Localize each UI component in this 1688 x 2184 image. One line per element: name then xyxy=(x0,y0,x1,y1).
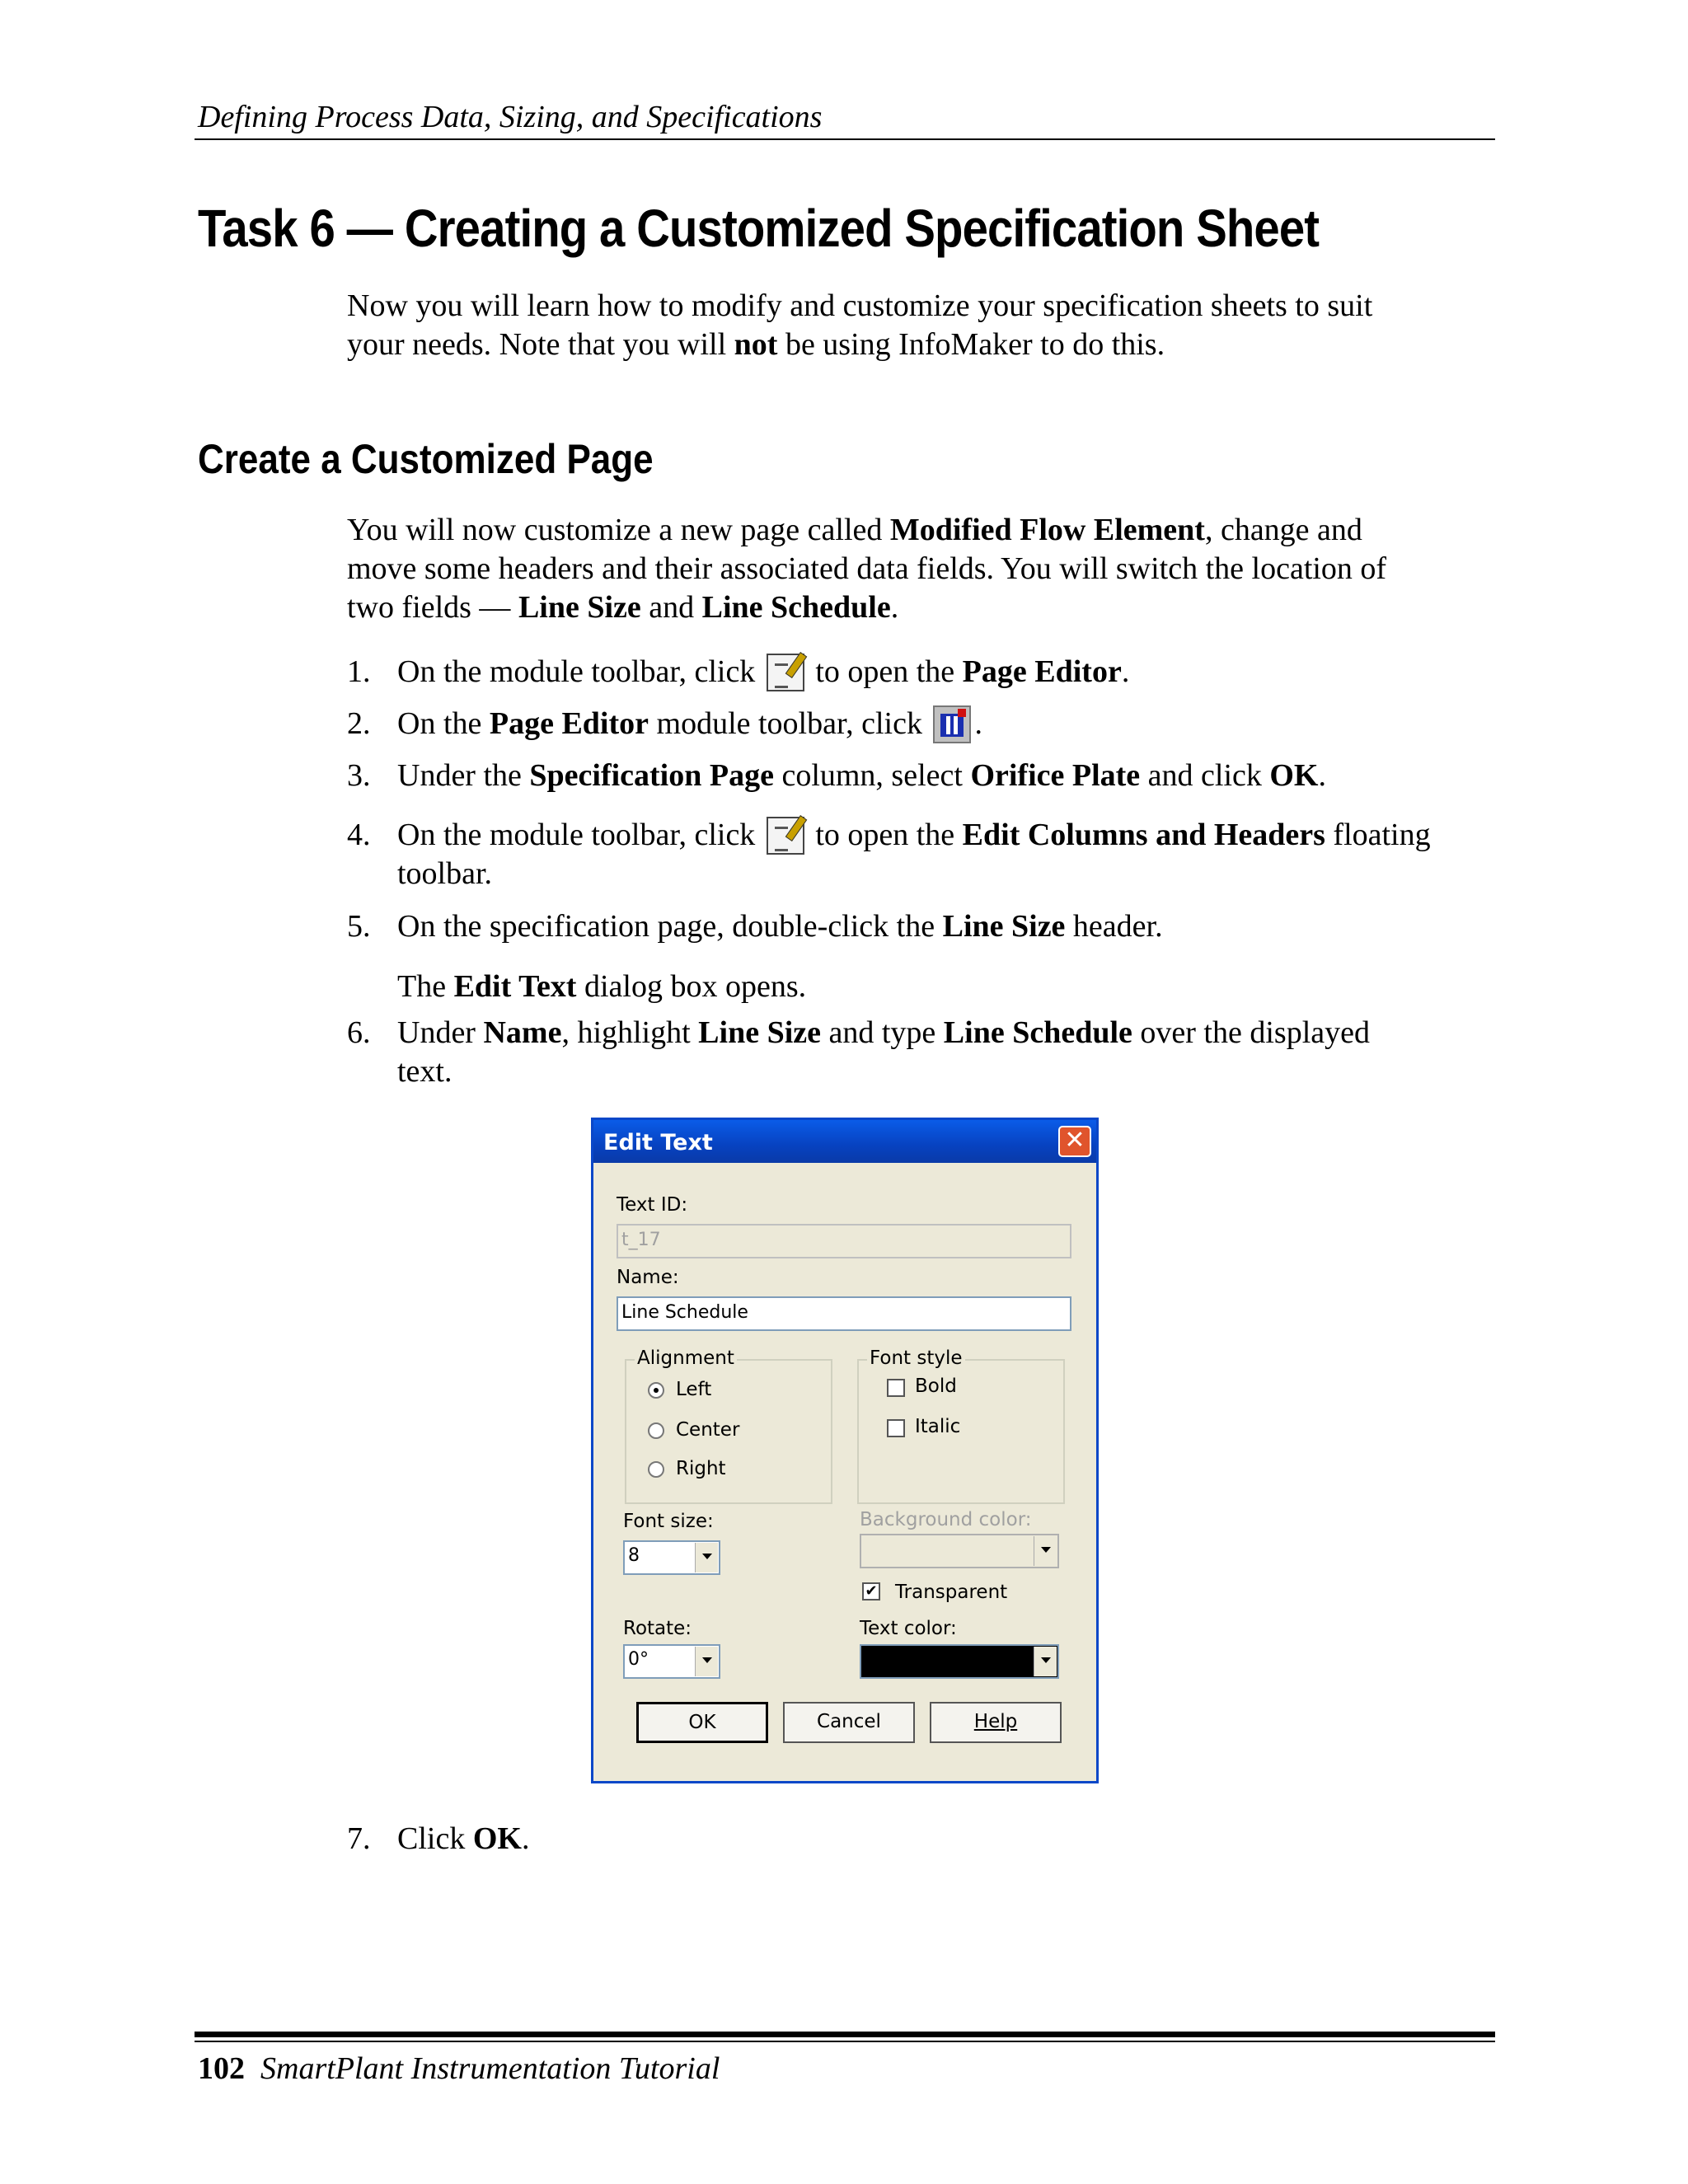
name-label: Name: xyxy=(617,1267,679,1288)
text: dialog box opens. xyxy=(576,969,807,1004)
bold-text: Line Schedule xyxy=(701,590,891,625)
bold-label[interactable]: Bold xyxy=(915,1376,957,1397)
intro-line-1: Now you will learn how to modify and customize your specification sheets to suit xyxy=(347,288,1373,323)
edit-columns-icon xyxy=(767,817,804,855)
page-number: 102 xyxy=(198,2051,245,2086)
step-text xyxy=(397,816,1431,855)
text-color-label: Text color: xyxy=(860,1618,957,1639)
text: to open the xyxy=(807,654,963,689)
background-color-combo xyxy=(860,1534,1059,1568)
chevron-down-icon xyxy=(1034,1536,1057,1566)
step-number: 7. xyxy=(347,1821,371,1856)
chevron-down-icon[interactable] xyxy=(695,1647,718,1676)
step-text xyxy=(397,1820,529,1858)
section-line-2: move some headers and their associated data fields. You will switch the location of xyxy=(347,551,1387,586)
step-text xyxy=(397,907,1163,946)
footer xyxy=(198,2050,720,2087)
chevron-down-icon[interactable] xyxy=(1034,1647,1057,1676)
bold-text: OK xyxy=(1269,758,1319,793)
text: and type xyxy=(821,1015,944,1050)
text: floating xyxy=(1325,818,1431,852)
close-icon[interactable]: ✕ xyxy=(1058,1126,1091,1157)
bold-text: Line Schedule xyxy=(943,1015,1132,1050)
align-center-label[interactable]: Center xyxy=(676,1419,740,1441)
text: module toolbar, click xyxy=(649,706,931,741)
text: The xyxy=(397,969,454,1004)
step-number: 3. xyxy=(347,758,371,793)
step-text xyxy=(397,653,1129,691)
font-style-group xyxy=(857,1347,1065,1504)
bold-text: Edit Columns and Headers xyxy=(962,818,1325,852)
ok-button[interactable]: OK xyxy=(636,1702,768,1743)
chevron-down-icon[interactable] xyxy=(695,1543,718,1572)
text: , highlight xyxy=(561,1015,699,1050)
footer-rule-thin xyxy=(195,2041,1495,2042)
italic-label[interactable]: Italic xyxy=(915,1416,961,1437)
text-id-field: t_17 xyxy=(617,1224,1071,1258)
section-paragraph xyxy=(347,511,1386,627)
bold-text: not xyxy=(734,327,778,362)
task-heading: Task 6 — Creating a Customized Specification Sheet xyxy=(198,199,1320,258)
section-line-3 xyxy=(347,588,1386,627)
dialog-title: Edit Text xyxy=(603,1130,713,1155)
text: and click xyxy=(1140,758,1270,793)
text: . xyxy=(974,706,982,741)
bold-text: Name xyxy=(483,1015,562,1050)
font-size-value: 8 xyxy=(628,1545,640,1566)
bold-text: Page Editor xyxy=(962,654,1122,689)
text: and xyxy=(640,590,702,625)
bold-text: Orifice Plate xyxy=(970,758,1141,793)
transparent-label[interactable]: Transparent xyxy=(895,1582,1008,1603)
text: On the specification page, double-click the xyxy=(397,909,943,944)
italic-checkbox[interactable] xyxy=(887,1419,905,1437)
running-header: Defining Process Data, Sizing, and Specifications xyxy=(198,100,823,134)
align-left-radio[interactable] xyxy=(648,1382,664,1399)
text: . xyxy=(521,1821,530,1856)
align-left-label[interactable]: Left xyxy=(676,1379,712,1400)
text: be using InfoMaker to do this. xyxy=(777,327,1165,362)
text: Click xyxy=(397,1821,473,1856)
step-text xyxy=(397,757,1326,795)
footer-rule xyxy=(195,2032,1495,2037)
alignment-group xyxy=(625,1347,832,1504)
header-rule xyxy=(195,138,1495,140)
step-number: 5. xyxy=(347,909,371,944)
text: . xyxy=(1318,758,1326,793)
edit-text-dialog xyxy=(591,1118,1099,1783)
step-number: 1. xyxy=(347,654,371,689)
bold-text: OK xyxy=(472,1821,522,1856)
text: header. xyxy=(1065,909,1163,944)
step-number: 4. xyxy=(347,818,371,852)
intro-line-2 xyxy=(347,326,1372,364)
text: On the xyxy=(397,706,490,741)
help-button[interactable]: Help xyxy=(930,1702,1062,1743)
font-size-combo[interactable] xyxy=(623,1540,720,1575)
rotate-combo[interactable] xyxy=(623,1644,720,1679)
text: your needs. Note that you will xyxy=(347,327,734,362)
bold-text: Line Size xyxy=(698,1015,821,1050)
text: . xyxy=(890,590,899,625)
font-size-label: Font size: xyxy=(623,1511,714,1532)
step-text-line-2: toolbar. xyxy=(397,856,493,891)
rotate-value: 0° xyxy=(628,1649,649,1670)
bold-text: Line Size xyxy=(942,909,1066,944)
page-editor-icon xyxy=(933,705,971,743)
align-right-label[interactable]: Right xyxy=(676,1458,726,1479)
text: Under xyxy=(397,1015,484,1050)
rotate-label: Rotate: xyxy=(623,1618,692,1639)
transparent-checkbox[interactable]: ✔ xyxy=(862,1582,880,1601)
bold-text: Line Size xyxy=(518,590,641,625)
text: , change and xyxy=(1204,513,1362,547)
text: over the displayed xyxy=(1132,1015,1370,1050)
text: column, select xyxy=(773,758,971,793)
step-text-line-2: text. xyxy=(397,1054,452,1089)
text: to open the xyxy=(807,818,963,852)
bold-text: Specification Page xyxy=(529,758,774,793)
section-heading: Create a Customized Page xyxy=(198,436,654,482)
name-field[interactable]: Line Schedule xyxy=(617,1296,1071,1331)
step-result xyxy=(397,968,806,1006)
bold-text: Edit Text xyxy=(453,969,577,1004)
text: . xyxy=(1121,654,1130,689)
font-style-legend: Font style xyxy=(867,1347,965,1369)
footer-title: SmartPlant Instrumentation Tutorial xyxy=(260,2051,720,2086)
text: On the module toolbar, click xyxy=(397,818,763,852)
text-id-label: Text ID: xyxy=(617,1194,688,1216)
cancel-button[interactable]: Cancel xyxy=(783,1702,915,1743)
step-text xyxy=(397,1014,1370,1052)
text: You will now customize a new page called xyxy=(347,513,890,547)
text-color-combo[interactable] xyxy=(860,1644,1059,1679)
step-number: 6. xyxy=(347,1015,371,1050)
bold-text: Modified Flow Element xyxy=(889,513,1205,547)
align-right-radio[interactable] xyxy=(648,1461,664,1478)
text: On the module toolbar, click xyxy=(397,654,763,689)
step-text xyxy=(397,705,982,743)
bold-checkbox[interactable] xyxy=(887,1379,905,1397)
step-number: 2. xyxy=(347,706,371,741)
align-center-radio[interactable] xyxy=(648,1422,664,1439)
section-line-1 xyxy=(347,511,1386,550)
alignment-legend: Alignment xyxy=(635,1347,737,1369)
background-color-label: Background color: xyxy=(860,1509,1032,1530)
text: Under the xyxy=(397,758,530,793)
edit-icon xyxy=(767,654,804,691)
text: two fields — xyxy=(347,590,518,625)
intro-paragraph xyxy=(347,287,1372,364)
dialog-titlebar xyxy=(593,1120,1096,1163)
bold-text: Page Editor xyxy=(489,706,649,741)
